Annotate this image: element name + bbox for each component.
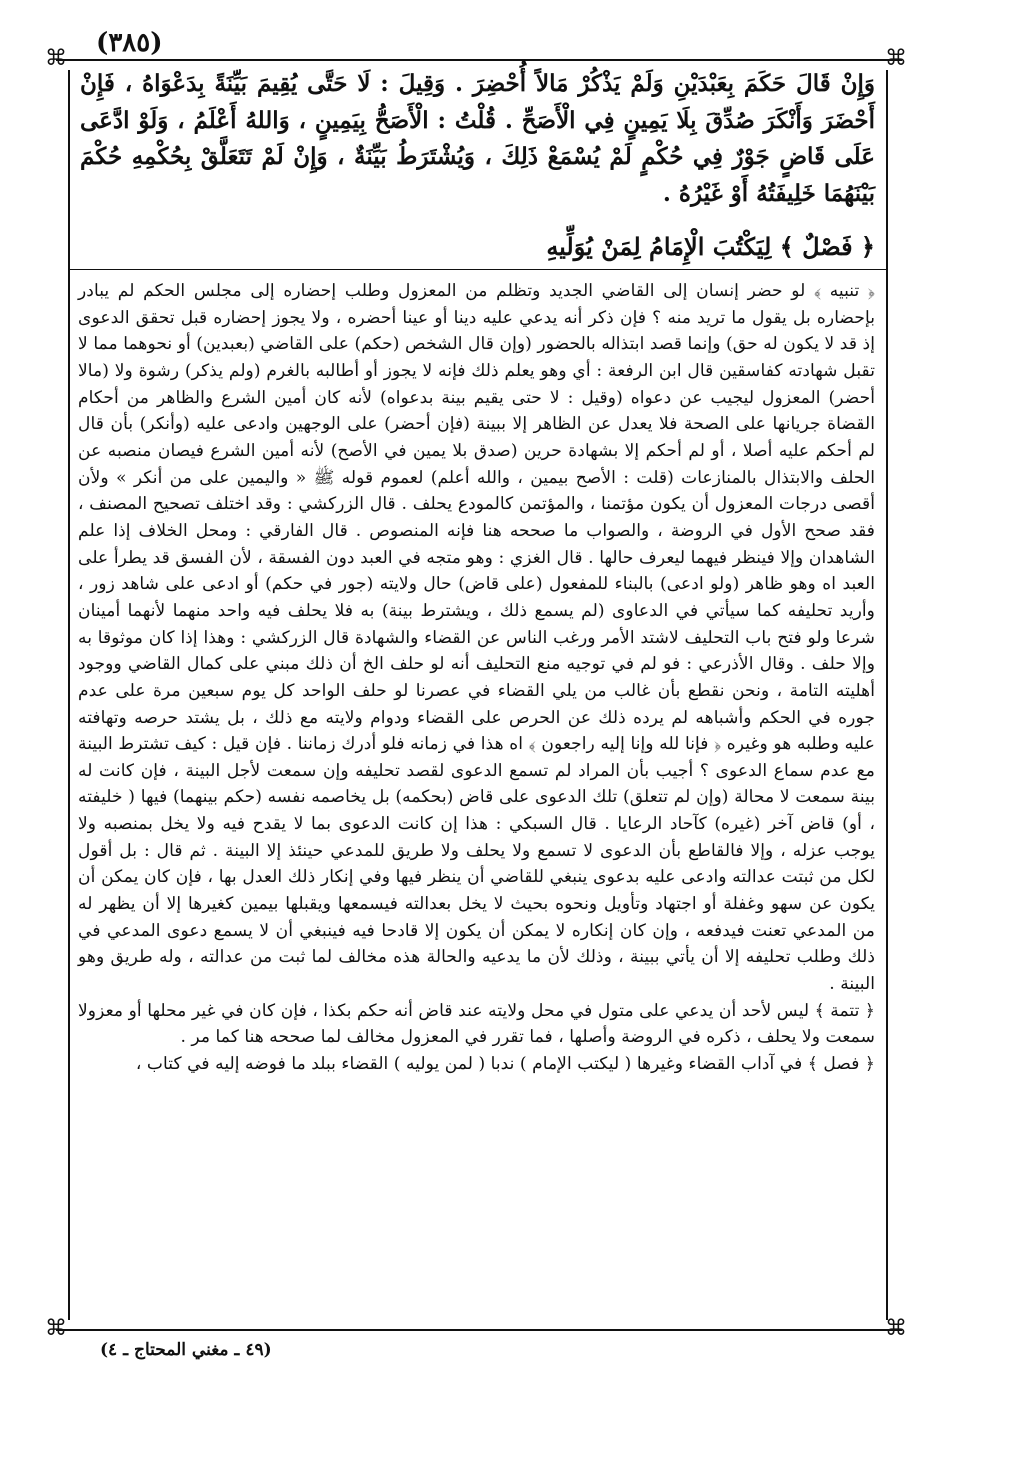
ornament-icon: ⌘ <box>885 46 907 71</box>
sharh-paragraph: ﴿ تنبيه ﴾ لو حضر إنسان إلى القاضي الجديد وتظلم من المعزول وطلب إحضاره إلى مجلس الحكم لم يبادر بإحضاره بل يقول ما تريد منه ؟ فإن ذكر أنه يدعي عليه دينا أو عينا أحضره ، ولا يجوز إحضاره قبل تحقق الدعوى إذ قد لا يكون له حق) وإنما قصد ابتذاله بالحضور (وإن قال الشخص (حكم) على القاضي (بعبدين) أو نحوهما مما لا تقبل شهادته كفاسقين قال ابن الرفعة : أي وهو يعلم ذلك فإنه لا يجوز أو أطالبه بالغرم (ولم يذكر) رشوة ولا (مالا أحضر) المعزول ليجيب عن دعواه (وقيل : لا حتى يقيم بينة بدعواه) لأنه كان أمين الشرع والظاهر من أحكام القضاة جريانها على الصحة فلا يعدل عن الظاهر إلا ببينة (فإن أحضر) على الوجهين وادعى عليه (وأنكر) بأن قال لم أحكم عليه أصلا ، أو لم أحكم إلا بشهادة حرين (صدق بلا يمين في الأصح) لأنه أمين الشرع فيصان منصبه عن الحلف والابتذال بالمنازعات (قلت : الأصح بيمين ، والله أعلم) لعموم قوله ﷺ « واليمين على من أنكر » ولأن أقصى درجات المعزول أن يكون مؤتمنا ، والمؤتمن كالمودع يحلف . قال الزركشي : وقد اختلف تصحيح المصنف ، فقد صحح الأول في الروضة ، والصواب ما صححه هنا فإنه المنصوص . قال الفارقي : ومحل الخلاف إذا علم الشاهدان وإلا فينظر فيهما ليعرف حالها . قال الغزي : وهو متجه في العبد دون الفسقة ، لأن الفسق قد يطرأ على العبد اه وهو ظاهر (ولو ادعى) بالبناء للمفعول (على قاض) حال ولايته (جور في حكم) أو ادعى على شاهد زور ، وأريد تحليفه كما سيأتي في الدعاوى (لم يسمع ذلك ، ويشترط بينة) به فلا يحلف فيه واحد منهما لأنهما أمينان شرعا ولو فتح باب التحليف لاشتد الأمر ورغب الناس عن القضاء والشهادة قال الزركشي : وهذا إذا كان موثوقا به وإلا حلف . وقال الأذرعي : فو لم في توجيه منع التحليف أنه لو حلف الخ أن ذلك مبني على كمال القاضي ووجود أهليته التامة ، ونحن نقطع بأن غالب من يلي القضاء في عصرنا لو حلف الواحد كل يوم سبعين مرة على عدم جوره في الحكم وأشباهه لم يرده ذلك عن الحرص على القضاء ودوام ولايته مع ذلك ، بل يشتد حرصه وتهافته عليه وطلبه هو وغيره ﴿ فإنا لله وإنا إليه راجعون ﴾ اه هذا في زمانه فلو أدرك زماننا . فإن قيل : كيف تشترط البينة مع عدم سماع الدعوى ؟ أجيب بأن المراد لم تسمع الدعوى لقصد تحليفه وإن سمعت لأجل البينة ، فإن كانت له بينة سمعت لا محالة (وإن لم تتعلق) تلك الدعوى على قاض (بحكمه) بل يخاصمه نفسه (حكم بينهما) فيها ( خليفته ، أو) قاض آخر (غيره) كآحاد الرعايا . قال السبكي : هذا إن كانت الدعوى بما لا يقدح فيه ولا يخل بمنصبه ولا يوجب عزله ، وإلا فالقاطع بأن الدعوى لا تسمع ولا يحلف ولا طريق للمدعي حينئذ إلا البينة . ثم قال : بل أقول لكل من ثبتت عدالته وادعى عليه بدعوى ينبغي للقاضي أن ينظر فيها وفي إنكار ذلك العدل بها ، فإن كان يمكن أن يكون عن سهو وغفلة أو اجتهاد وتأويل ونحوه بحيث لا يخل بعدالته فيسمعها ويقبلها بيمين كغيرها إلا أن يظهر له من المدعي تعنت فيدفعه ، وإن كان إنكاره لا يمكن أن يكون إلا قادحا فيه فينبغي أن لا يسمع دعوى المدعي في ذلك وطلب تحليفه إلا أن يأتي ببينة ، وذلك لأن ما يدعيه والحالة هذه مخالف لما ثبت من عدالته ، وله طريق وهو البينة . <box>78 281 875 995</box>
bottom-rule <box>56 1329 902 1331</box>
ornament-icon: ⌘ <box>45 1316 67 1341</box>
ornament-icon: ⌘ <box>885 1316 907 1341</box>
section-heading: ﴿ فَصْلٌ ﴾ لِيَكْتُبَ الْإِمَامُ لِمَنْ يُوَلِّيهِ <box>546 232 875 261</box>
right-rule <box>886 70 888 1320</box>
matn-text-block <box>80 66 875 212</box>
sharh-text-block <box>78 278 875 1078</box>
page-footer: (٤٩ ـ مغني المحتاج ـ ٤) <box>100 1340 272 1360</box>
ornament-icon: ⌘ <box>45 46 67 71</box>
left-rule <box>68 70 70 1320</box>
matn-paragraph: وَإِنْ قَالَ حَكَمَ بِعَبْدَيْنِ وَلَمْ يَذْكُرْ مَالاً أُحْضِرَ . وَقِيلَ : لَا حَتَّى يُقِيمَ بَيِّنَةً بِدَعْوَاهُ ، فَإِنْ أَحْضَرَ وَأَنْكَرَ صُدِّقَ بِلَا يَمِينٍ فِي الْأَصَحِّ . قُلْتُ : الْأَصَحُّ بِيَمِينٍ ، وَاللهُ أَعْلَمُ ، وَلَوْ ادَّعَى عَلَى قَاضٍ جَوْرٌ فِي حُكْمٍ لَمْ يُسْمَعْ ذَلِكَ ، وَيُشْتَرَطُ بَيِّنَةٌ ، وَإِنْ لَمْ تَتَعَلَّقْ بِحُكْمِهِ حُكْمَ بَيْنَهُمَا خَلِيفَتُهُ أَوْ غَيْرُهُ . <box>80 70 875 207</box>
top-rule <box>56 59 902 61</box>
matn-sharh-divider <box>68 269 886 270</box>
sharh-paragraph: ﴿ تتمة ﴾ ليس لأحد أن يدعي على متول في محل ولايته عند قاض أنه حكم بكذا ، فإن كان في غير محلها أو معزولا سمعت ولا يحلف ، ذكره في الروضة وأصلها ، فما تقرر في المعزول مخالف لما صححه هنا كما مر . <box>78 1000 875 1048</box>
page-number: (٣٨٥) <box>96 28 163 58</box>
sharh-paragraph: ﴿ فصل ﴾ في آداب القضاء وغيرها ( ليكتب الإمام ) ندبا ( لمن يوليه ) القضاء ببلد ما فوضه إليه في كتاب ، <box>135 1054 875 1075</box>
